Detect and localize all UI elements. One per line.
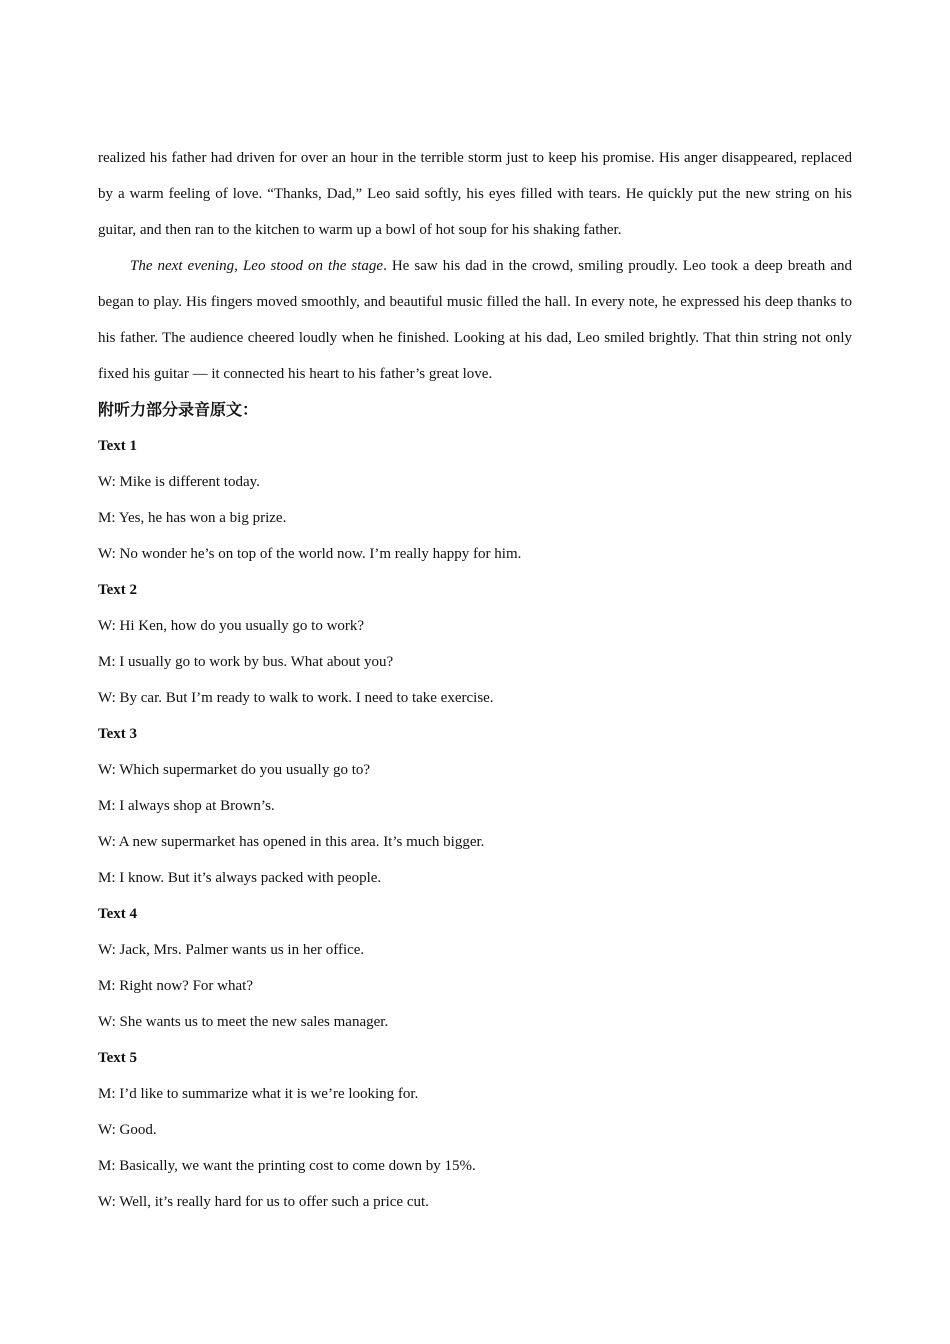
dialogue-line: W: Hi Ken, how do you usually go to work? [98, 618, 365, 634]
story-paragraph-2 [98, 248, 852, 392]
story-paragraph-1: realized his father had driven for over an hour in the terrible storm just to keep his promise. His anger disappeared, replaced by a warm feeling of love. “Thanks, Dad,” Leo said softly, his eyes filled with tears. He quickly put the new string on his guitar, and then ran to the kitchen to warm up a bowl of hot soup for his shaking father. [98, 150, 852, 238]
dialogue-line: W: Mike is different today. [98, 474, 260, 490]
story-paragraph-2-rest: . He saw his dad in the crowd, smiling proudly. Leo took a deep breath and began to play. His fingers moved smoothly, and beautiful music filled the hall. In every note, he expressed his deep thanks to his father. The audience cheered loudly when he finished. Looking at his dad, Leo smiled brightly. That thin string not only fixed his guitar — it connected his heart to his father’s great love. [98, 258, 852, 382]
dialogue-line: W: Well, it’s really hard for us to offer such a price cut. [98, 1194, 429, 1210]
text-heading: Text 1 [98, 438, 138, 454]
dialogue-line: M: I usually go to work by bus. What about you? [98, 654, 394, 670]
dialogue-line: M: I always shop at Brown’s. [98, 798, 275, 814]
story-paragraph-2-italic: The next evening, Leo stood on the stage [130, 258, 384, 274]
text-heading: Text 5 [98, 1050, 138, 1066]
transcript-text-5 [98, 1040, 852, 1220]
transcript-title: 附听力部分录音原文： [98, 400, 259, 419]
text-heading: Text 2 [98, 582, 138, 598]
transcript-text-1 [98, 428, 852, 572]
dialogue-line: W: By car. But I’m ready to walk to work. I need to take exercise. [98, 690, 494, 706]
dialogue-line: M: Right now? For what? [98, 978, 253, 994]
transcript-text-4 [98, 896, 852, 1040]
document-page [98, 140, 852, 1220]
text-heading: Text 3 [98, 726, 138, 742]
text-heading: Text 4 [98, 906, 138, 922]
transcript-text-3 [98, 716, 852, 896]
dialogue-line: M: Yes, he has won a big prize. [98, 510, 287, 526]
dialogue-line: W: Jack, Mrs. Palmer wants us in her office. [98, 942, 365, 958]
dialogue-line: W: A new supermarket has opened in this area. It’s much bigger. [98, 834, 485, 850]
dialogue-line: W: Good. [98, 1122, 157, 1138]
dialogue-line: M: Basically, we want the printing cost to come down by 15%. [98, 1158, 476, 1174]
dialogue-line: M: I’d like to summarize what it is we’re looking for. [98, 1086, 419, 1102]
dialogue-line: M: I know. But it’s always packed with people. [98, 870, 382, 886]
dialogue-line: W: She wants us to meet the new sales manager. [98, 1014, 389, 1030]
transcript-text-2 [98, 572, 852, 716]
dialogue-line: W: Which supermarket do you usually go to? [98, 762, 371, 778]
dialogue-line: W: No wonder he’s on top of the world now. I’m really happy for him. [98, 546, 522, 562]
